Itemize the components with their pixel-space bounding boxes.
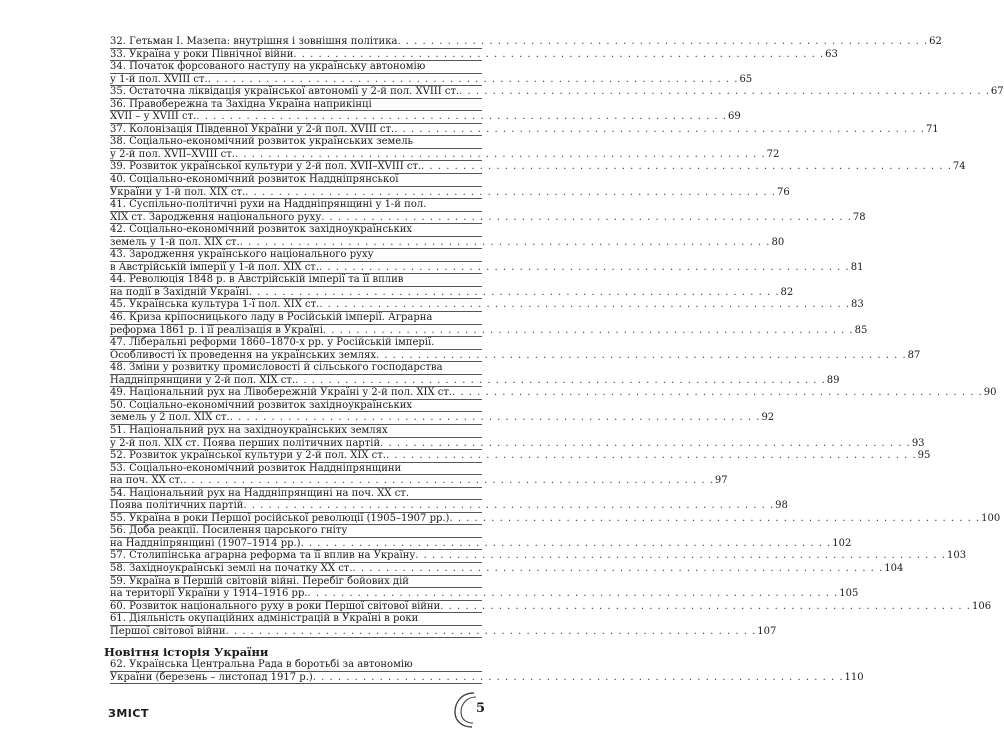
toc-entry-title-line: реформа 1861 р. і її реалізація в Україні	[110, 324, 323, 336]
toc-entry-title-line: 36. Правобережна та Західна Україна наприкінці	[110, 99, 482, 112]
toc-entry[interactable]	[110, 98, 741, 124]
toc-entry-title-line: 33. Україна у роки Північної війни	[110, 48, 294, 60]
toc-entry-page: 98	[775, 500, 788, 512]
toc-entry[interactable]	[110, 337, 921, 362]
toc-entry[interactable]	[110, 387, 997, 400]
table-of-contents	[104, 36, 1004, 684]
toc-entry-title-line: 39. Розвиток української культури у 2-й пол. XVII–XVIII ст.	[110, 161, 422, 173]
dot-leader: . . . . . . . . . . . . . . . . . . . . . . . . . . . . . . . . . . . . . . . . . . . . . . . . . . . . . . . . . . . . . . . .	[293, 48, 825, 60]
toc-entry-page: 105	[839, 588, 859, 600]
toc-entry-page: 102	[832, 537, 852, 549]
dot-leader: . . . . . . . . . . . . . . . . . . . . . . . . . . . . . . . . . . . . . . . . . . . . . . . . . . . . . . . . . . . . . . . .	[380, 437, 911, 449]
toc-entry[interactable]	[110, 600, 992, 614]
toc-entry-title-line: 40. Соціально-економічний розвиток Наддніпрянської	[110, 174, 482, 187]
toc-entry-title-line: 50. Соціально-економічний розвиток західноукраїнських	[110, 400, 482, 413]
toc-entry-title-line: XVII – у XVIII ст.	[110, 111, 197, 123]
toc-entry-title-line: 32. Гетьман І. Мазепа: внутрішня і зовнішня політика	[110, 36, 398, 47]
toc-entry-title-line: України (березень – листопад 1917 р.)	[110, 671, 313, 683]
toc-entry[interactable]	[110, 399, 775, 425]
dot-leader: . . . . . . . . . . . . . . . . . . . . . . . . . . . . . . . . . . . . . . . . . . . . . . . . . . . . . . . . . . . . . . . .	[394, 123, 925, 135]
page-number: 5	[476, 701, 486, 716]
toc-entry-title-line: Першої світової війни	[110, 625, 226, 637]
toc-entry-title-line: 51. Національний рух на західноукраїнських землях	[110, 425, 482, 438]
toc-entry-title-line: 44. Революція 1848 р. в Австрійській імперії та її вплив	[110, 274, 482, 287]
toc-entry-page: 69	[728, 111, 741, 123]
dot-leader: . . . . . . . . . . . . . . . . . . . . . . . . . . . . . . . . . . . . . . . . . . . . . . . . . . . . . . . . . . . . . . . .	[459, 86, 990, 98]
dot-leader: . . . . . . . . . . . . . . . . . . . . . . . . . . . . . . . . . . . . . . . . . . . . . . . . . . . . . . . . . . . . . . . .	[397, 36, 929, 47]
toc-entry-page: 106	[971, 600, 992, 612]
toc-entry-page: 63	[825, 48, 838, 60]
dot-leader: . . . . . . . . . . . . . . . . . . . . . . . . . . . . . . . . . . . . . . . . . . . . . . . . . . . . . . . . . . . . . . . .	[375, 349, 907, 361]
toc-entry-title-line: 49. Національний рух на Лівобережній Україні у 2-й пол. XIX ст.	[110, 387, 453, 399]
dot-leader: . . . . . . . . . . . . . . . . . . . . . . . . . . . . . . . . . . . . . . . . . . . . . . . . . . . . . . . . . . . . . . . .	[243, 500, 775, 512]
dot-leader: . . . . . . . . . . . . . . . . . . . . . . . . . . . . . . . . . . . . . . . . . . . . . . . . . . . . . . . . . . . . . . . .	[239, 236, 771, 248]
toc-entry[interactable]	[110, 274, 794, 299]
toc-entry[interactable]	[110, 462, 728, 488]
toc-entry-title-line: 37. Колонізація Південної України у 2-й пол. XVIII ст.	[110, 123, 395, 135]
toc-entry[interactable]	[110, 249, 864, 274]
toc-entry[interactable]	[110, 525, 852, 550]
toc-entry-page: 62	[929, 36, 942, 47]
toc-entry-page: 85	[854, 324, 868, 336]
toc-entry-title-line: на події в Західній Україні	[110, 286, 249, 298]
toc-entry-title-line: 41. Суспільно-політичні рухи на Наддніпрянщині у 1-й пол.	[110, 199, 482, 212]
toc-entry[interactable]	[110, 36, 942, 49]
toc-entry-title-line: XIX ст. Зародження національного руху	[110, 211, 322, 223]
dot-leader: . . . . . . . . . . . . . . . . . . . . . . . . . . . . . . . . . . . . . . . . . . . . . . . . . . . . . . . . . . . . . . . .	[415, 550, 946, 562]
dot-leader: . . . . . . . . . . . . . . . . . . . . . . . . . . . . . . . . . . . . . . . . . . . . . . . . . . . . . . . . . . . . . . . .	[352, 562, 884, 574]
toc-entry-page: 80	[771, 236, 785, 248]
toc-entry[interactable]	[110, 562, 904, 576]
toc-entry-title-line: у 1-й пол. XVIII ст.	[110, 73, 208, 85]
toc-entry-title-line: 38. Соціально-економічний розвиток українських земель	[110, 136, 482, 149]
toc-entry-page: 65	[739, 73, 753, 85]
toc-entry-page: 87	[907, 349, 921, 361]
toc-entry-page: 103	[947, 550, 967, 562]
toc-entry-page: 83	[851, 299, 864, 311]
toc-entry[interactable]	[110, 136, 780, 161]
toc-entry[interactable]	[110, 550, 967, 563]
toc-entry-title-line: на території України у 1914–1916 рр.	[110, 588, 308, 600]
dot-leader: . . . . . . . . . . . . . . . . . . . . . . . . . . . . . . . . . . . . . . . . . . . . . . . . . . . . . . . . . . . . . . . .	[322, 324, 854, 336]
toc-entry-page: 72	[766, 148, 780, 160]
toc-entry[interactable]	[110, 312, 868, 337]
toc-entry[interactable]	[110, 86, 1004, 99]
dot-leader: . . . . . . . . . . . . . . . . . . . . . . . . . . . . . . . . . . . . . . . . . . . . . . . . . . . . . . . . . . . . . . . .	[452, 387, 983, 399]
toc-entry-title-line: на Наддніпрянщині (1907–1914 рр.)	[110, 537, 301, 549]
toc-entry-title-line: Особливості їх проведення на українських землях	[110, 349, 376, 361]
toc-entry-page: 97	[714, 475, 728, 487]
toc-entry[interactable]	[110, 199, 866, 224]
footer-section-label: ЗМІСТ	[108, 707, 149, 720]
toc-entry-page: 78	[852, 211, 866, 223]
toc-entry-title-line: Поява політичних партій	[110, 500, 244, 512]
toc-entry[interactable]	[110, 613, 777, 638]
toc-entry-page: 100	[981, 512, 1001, 524]
dot-leader: . . . . . . . . . . . . . . . . . . . . . . . . . . . . . . . . . . . . . . . . . . . . . . . . . . . . . . . . . . . . . . . .	[385, 450, 917, 462]
toc-entry[interactable]	[110, 48, 838, 62]
toc-entry-title-line: 46. Криза кріпосницького ладу в Російській імперії. Аграрна	[110, 312, 482, 325]
toc-entry-title-line: 43. Зародження українського національного руху	[110, 249, 482, 262]
toc-entry-title-line: Наддніпрянщини у 2-й пол. XIX ст.	[110, 374, 296, 386]
toc-entry[interactable]	[110, 450, 931, 463]
toc-entry-page: 90	[983, 387, 997, 399]
toc-entry-page: 76	[776, 186, 790, 198]
toc-entry[interactable]	[110, 575, 859, 601]
toc-entry-title-line: 45. Українська культура 1-ї пол. XIX ст.	[110, 299, 320, 311]
toc-entry-page: 81	[850, 261, 864, 273]
dot-leader: . . . . . . . . . . . . . . . . . . . . . . . . . . . . . . . . . . . . . . . . . . . . . . . . . . . . . . . . . . . . . . . .	[449, 512, 981, 524]
toc-entry-title-line: 58. Західноукраїнські землі на початку XX ст.	[110, 562, 353, 574]
toc-entry[interactable]	[110, 424, 925, 450]
toc-entry-page: 74	[952, 161, 966, 173]
toc-entry-title-line: 34. Початок форсованого наступу на українську автономію	[110, 61, 482, 74]
dot-leader: . . . . . . . . . . . . . . . . . . . . . . . . . . . . . . . . . . . . . . . . . . . . . . . . . . . . . . . . . . . . . . . .	[245, 186, 776, 198]
toc-entry-title-line: в Австрійській імперії у 1-й пол. XIX ст.	[110, 261, 320, 273]
dot-leader: . . . . . . . . . . . . . . . . . . . . . . . . . . . . . . . . . . . . . . . . . . . . . . . . . . . . . . . . . . . . . . . .	[248, 286, 780, 298]
toc-entry-page: 92	[761, 412, 775, 424]
dot-leader: . . . . . . . . . . . . . . . . . . . . . . . . . . . . . . . . . . . . . . . . . . . . . . . . . . . . . . . . . . . . . . . .	[319, 261, 850, 273]
toc-entry-page: 93	[911, 437, 925, 449]
dot-leader: . . . . . . . . . . . . . . . . . . . . . . . . . . . . . . . . . . . . . . . . . . . . . . . . . . . . . . . . . . . . . . . .	[207, 73, 739, 85]
toc-entry[interactable]	[110, 224, 785, 249]
toc-entry-title-line: 59. Україна в Першій світовій війні. Перебіг бойових дій	[110, 576, 482, 589]
toc-entry-page: 71	[925, 123, 939, 135]
toc-entry-title-line: 52. Розвиток української культури у 2-й пол. XIX ст.	[110, 450, 386, 462]
toc-entry[interactable]	[110, 61, 753, 86]
toc-entry[interactable]	[110, 512, 1001, 526]
toc-entry-page: 95	[917, 450, 931, 462]
section-heading: Новітня історія України	[104, 645, 269, 660]
toc-entry-title-line: 61. Діяльність окупаційних адміністрацій в Україні в роки	[110, 613, 482, 626]
toc-entry-title-line: на поч. XX ст.	[110, 475, 184, 487]
dot-leader: . . . . . . . . . . . . . . . . . . . . . . . . . . . . . . . . . . . . . . . . . . . . . . . . . . . . . . . . . . . . . . . .	[196, 111, 728, 123]
dot-leader: . . . . . . . . . . . . . . . . . . . . . . . . . . . . . . . . . . . . . . . . . . . . . . . . . . . . . . . . . . . . . . . .	[421, 161, 952, 173]
toc-entry-title-line: 56. Доба реакції. Посилення царського гніту	[110, 525, 482, 538]
dot-leader: . . . . . . . . . . . . . . . . . . . . . . . . . . . . . . . . . . . . . . . . . . . . . . . . . . . . . . . . . . . . . . . .	[319, 299, 851, 311]
toc-entry-page: 110	[844, 671, 864, 683]
toc-entry-title-line: 60. Розвиток національного руху в роки Першої світової війни	[110, 600, 441, 612]
dot-leader: . . . . . . . . . . . . . . . . . . . . . . . . . . . . . . . . . . . . . . . . . . . . . . . . . . . . . . . . . . . . . . . .	[307, 588, 839, 600]
toc-entry[interactable]	[110, 161, 966, 174]
toc-entry-page: 67	[990, 86, 1004, 98]
toc-entry-page: 82	[780, 286, 794, 298]
toc-entry[interactable]	[110, 362, 840, 387]
toc-entry-title-line: 53. Соціально-економічний розвиток Наддніпрянщини	[110, 463, 482, 476]
toc-entry-title-line: 48. Зміни у розвитку промисловості й сільського господарства	[110, 362, 482, 375]
dot-leader: . . . . . . . . . . . . . . . . . . . . . . . . . . . . . . . . . . . . . . . . . . . . . . . . . . . . . . . . . . . . . . . .	[312, 671, 844, 683]
toc-entry-title-line: 35. Остаточна ліквідація української автономії у 2-й пол. XVIII ст.	[110, 86, 460, 98]
toc-entry[interactable]	[110, 487, 788, 513]
toc-entry-title-line: 57. Столипінська аграрна реформа та її вплив на Україну	[110, 550, 416, 562]
toc-entry-title-line: 62. Українська Центральна Рада в боротьбі за автономію	[110, 659, 482, 672]
toc-entry-title-line: у 2-й пол. XIX ст. Поява перших політичних партій	[110, 437, 381, 449]
toc-entry[interactable]	[110, 659, 864, 684]
toc-entry[interactable]	[110, 299, 864, 312]
dot-leader: . . . . . . . . . . . . . . . . . . . . . . . . . . . . . . . . . . . . . . . . . . . . . . . . . . . . . . . . . . . . . . . .	[234, 148, 766, 160]
dot-leader: . . . . . . . . . . . . . . . . . . . . . . . . . . . . . . . . . . . . . . . . . . . . . . . . . . . . . . . . . . . . . . . .	[321, 211, 852, 223]
toc-entry-page: 89	[826, 374, 840, 386]
toc-entry[interactable]	[110, 123, 939, 137]
toc-entry-title-line: України у 1-й пол. XIX ст.	[110, 186, 246, 198]
toc-entry-title-line: земель у 1-й пол. XIX ст.	[110, 236, 240, 248]
dot-leader: . . . . . . . . . . . . . . . . . . . . . . . . . . . . . . . . . . . . . . . . . . . . . . . . . . . . . . . . . . . . . . . .	[225, 625, 757, 637]
dot-leader: . . . . . . . . . . . . . . . . . . . . . . . . . . . . . . . . . . . . . . . . . . . . . . . . . . . . . . . . . . . . . . . .	[295, 374, 826, 386]
dot-leader: . . . . . . . . . . . . . . . . . . . . . . . . . . . . . . . . . . . . . . . . . . . . . . . . . . . . . . . . . . . . . . . .	[300, 537, 832, 549]
toc-entry-title-line: 42. Соціально-економічний розвиток західноукраїнських	[110, 224, 482, 237]
toc-entry-page: 104	[884, 562, 904, 574]
toc-entry-title-line: 55. Україна в роки Першої російської революції (1905–1907 рр.)	[110, 512, 450, 524]
toc-entry-page: 107	[757, 625, 777, 637]
toc-entry-title-line: 47. Ліберальні реформи 1860–1870-х рр. у Російській імперії.	[110, 337, 482, 350]
toc-entry-title-line: 54. Національний рух на Наддніпрянщині на поч. XX ст.	[110, 488, 482, 501]
dot-leader: . . . . . . . . . . . . . . . . . . . . . . . . . . . . . . . . . . . . . . . . . . . . . . . . . . . . . . . . . . . . . . . .	[440, 600, 971, 612]
toc-entry-title-line: земель у 2 пол. XIX ст.	[110, 412, 230, 424]
dot-leader: . . . . . . . . . . . . . . . . . . . . . . . . . . . . . . . . . . . . . . . . . . . . . . . . . . . . . . . . . . . . . . . .	[183, 475, 714, 487]
toc-entry[interactable]	[110, 174, 790, 199]
swirl-ornament-icon	[452, 690, 496, 730]
dot-leader: . . . . . . . . . . . . . . . . . . . . . . . . . . . . . . . . . . . . . . . . . . . . . . . . . . . . . . . . . . . . . . . .	[229, 412, 761, 424]
toc-entry-title-line: у 2-й пол. XVII–XVIII ст.	[110, 148, 235, 160]
